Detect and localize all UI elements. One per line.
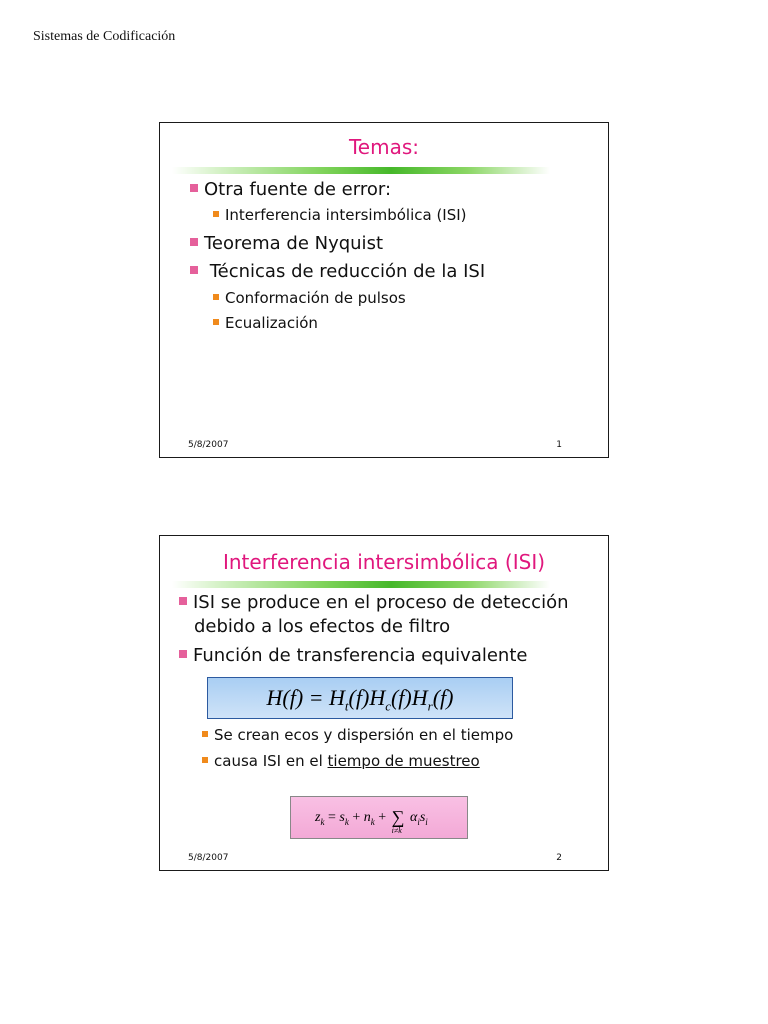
square-bullet-icon [179, 650, 187, 658]
bullet-item-continuation: debido a los efectos de filtro [194, 616, 451, 637]
square-bullet-icon [213, 294, 219, 300]
slide-1 [159, 122, 609, 458]
bullet-item: Teorema de Nyquist [190, 233, 383, 254]
sub-bullet-item: Se crean ecos y dispersión en el tiempo [202, 726, 513, 744]
title-underline-bar [172, 167, 550, 174]
square-bullet-icon [190, 238, 198, 246]
slide-number: 1 [556, 440, 562, 450]
bullet-item: Función de transferencia equivalente [179, 645, 527, 666]
title-underline-bar [172, 581, 550, 588]
transfer-function-equation: $H(f) = H_t(f)H_c(f)H_r(f)$ [207, 677, 513, 719]
sub-bullet-item: Interferencia intersimbólica (ISI) [213, 206, 467, 224]
underlined-text: tiempo de muestreo [327, 752, 480, 770]
square-bullet-icon [179, 597, 187, 605]
sub-bullet-item: Ecualización [213, 314, 318, 332]
slide-date: 5/8/2007 [188, 440, 229, 450]
summation-symbol: ∑ i≠k [391, 807, 405, 835]
square-bullet-icon [213, 319, 219, 325]
square-bullet-icon [190, 266, 198, 274]
sub-bullet-item: causa ISI en el tiempo de muestreo [202, 752, 480, 770]
sub-bullet-item: Conformación de pulsos [213, 289, 406, 307]
slide-date: 5/8/2007 [188, 853, 229, 863]
slide-2 [159, 535, 609, 871]
slide-title: Temas: [348, 135, 420, 159]
bullet-item: ISI se produce en el proceso de detección [179, 592, 569, 613]
square-bullet-icon [202, 731, 208, 737]
page-header: Sistemas de Codificación [33, 29, 176, 44]
bullet-item: Otra fuente de error: [190, 179, 391, 200]
slide-number: 2 [556, 853, 562, 863]
square-bullet-icon [213, 211, 219, 217]
sample-equation: $z_k = s_k + n_k$ + ∑ i≠k $\alpha_is_i$ [290, 796, 468, 839]
square-bullet-icon [202, 757, 208, 763]
slide-title: Interferencia intersimbólica (ISI) [222, 550, 546, 574]
bullet-item: Técnicas de reducción de la ISI [190, 261, 485, 282]
square-bullet-icon [190, 184, 198, 192]
